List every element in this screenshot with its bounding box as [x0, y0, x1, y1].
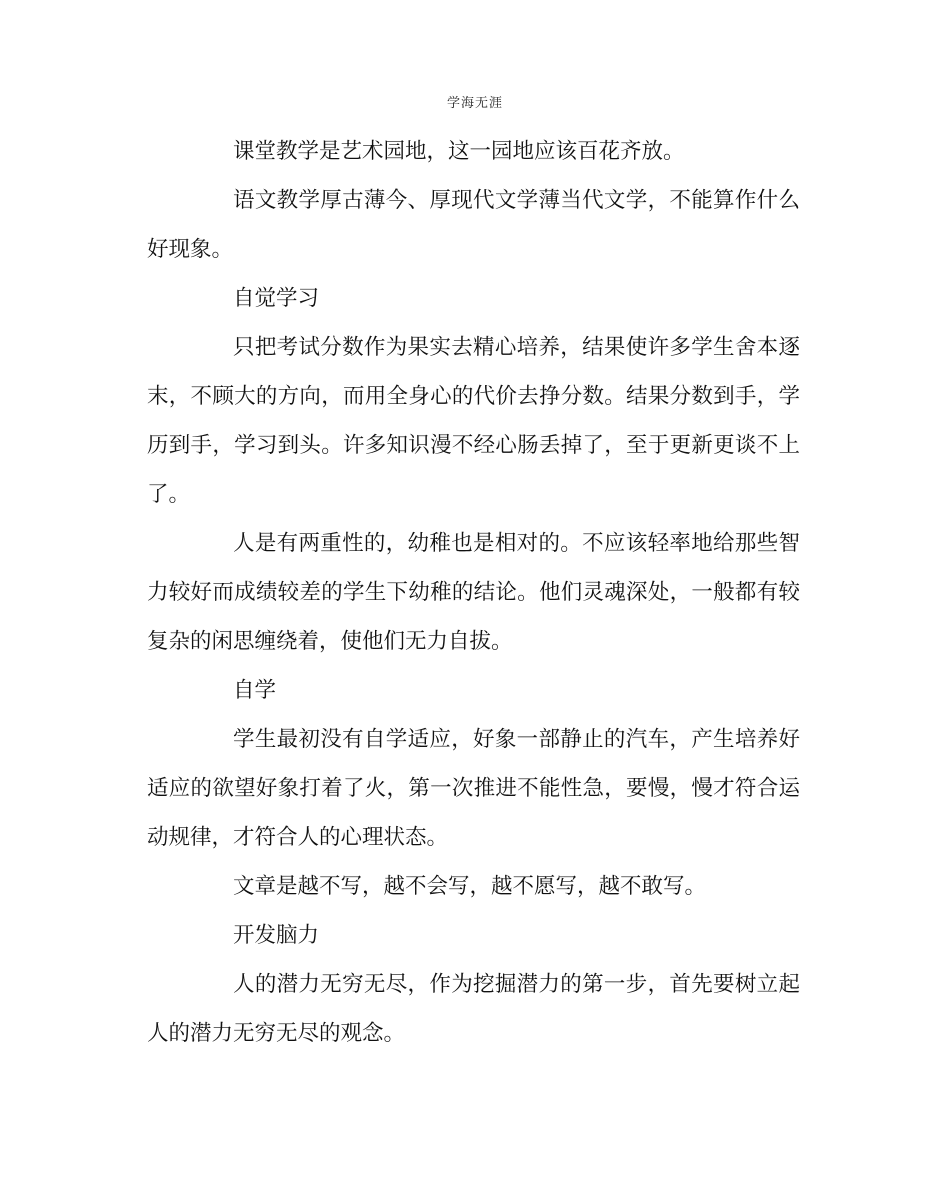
- page-header: 学海无涯: [446, 96, 503, 111]
- document-body: [147, 127, 800, 1058]
- paragraph-dual-nature: 人是有两重性的，幼稚也是相对的。不应该轻率地给那些智力较好而成绩较差的学生下幼稚的结论。他们灵魂深处，一般都有较复杂的闲思缠绕着，使他们无力自拔。: [147, 531, 800, 654]
- paragraph-unlimited-potential: 人的潜力无穷无尽，作为挖掘潜力的第一步，首先要树立起人的潜力无穷无尽的观念。: [147, 972, 800, 1046]
- section-heading-self-learning: 自觉学习: [233, 286, 320, 311]
- paragraph-writing-practice: 文章是越不写，越不会写，越不愿写，越不敢写。: [233, 874, 707, 899]
- section-heading-self-study: 自学: [233, 678, 277, 703]
- paragraph-exam-scores: 只把考试分数作为果实去精心培养，结果使许多学生舍本逐末，不顾大的方向，而用全身心的代价去挣分数。结果分数到手，学历到手，学习到头。许多知识漫不经心肠丢掉了，至于更新更谈不上了。: [147, 335, 800, 507]
- paragraph-classroom-art: 课堂教学是艺术园地，这一园地应该百花齐放。: [233, 139, 685, 164]
- section-heading-brain-power: 开发脑力: [233, 923, 320, 948]
- paragraph-literature-balance: 语文教学厚古薄今、厚现代文学薄当代文学，不能算作什么好现象。: [147, 188, 800, 262]
- paragraph-self-study-adaptation: 学生最初没有自学适应，好象一部静止的汽车，产生培养好适应的欲望好象打着了火，第一次推进不能性急，要慢，慢才符合运动规律，才符合人的心理状态。: [147, 727, 800, 850]
